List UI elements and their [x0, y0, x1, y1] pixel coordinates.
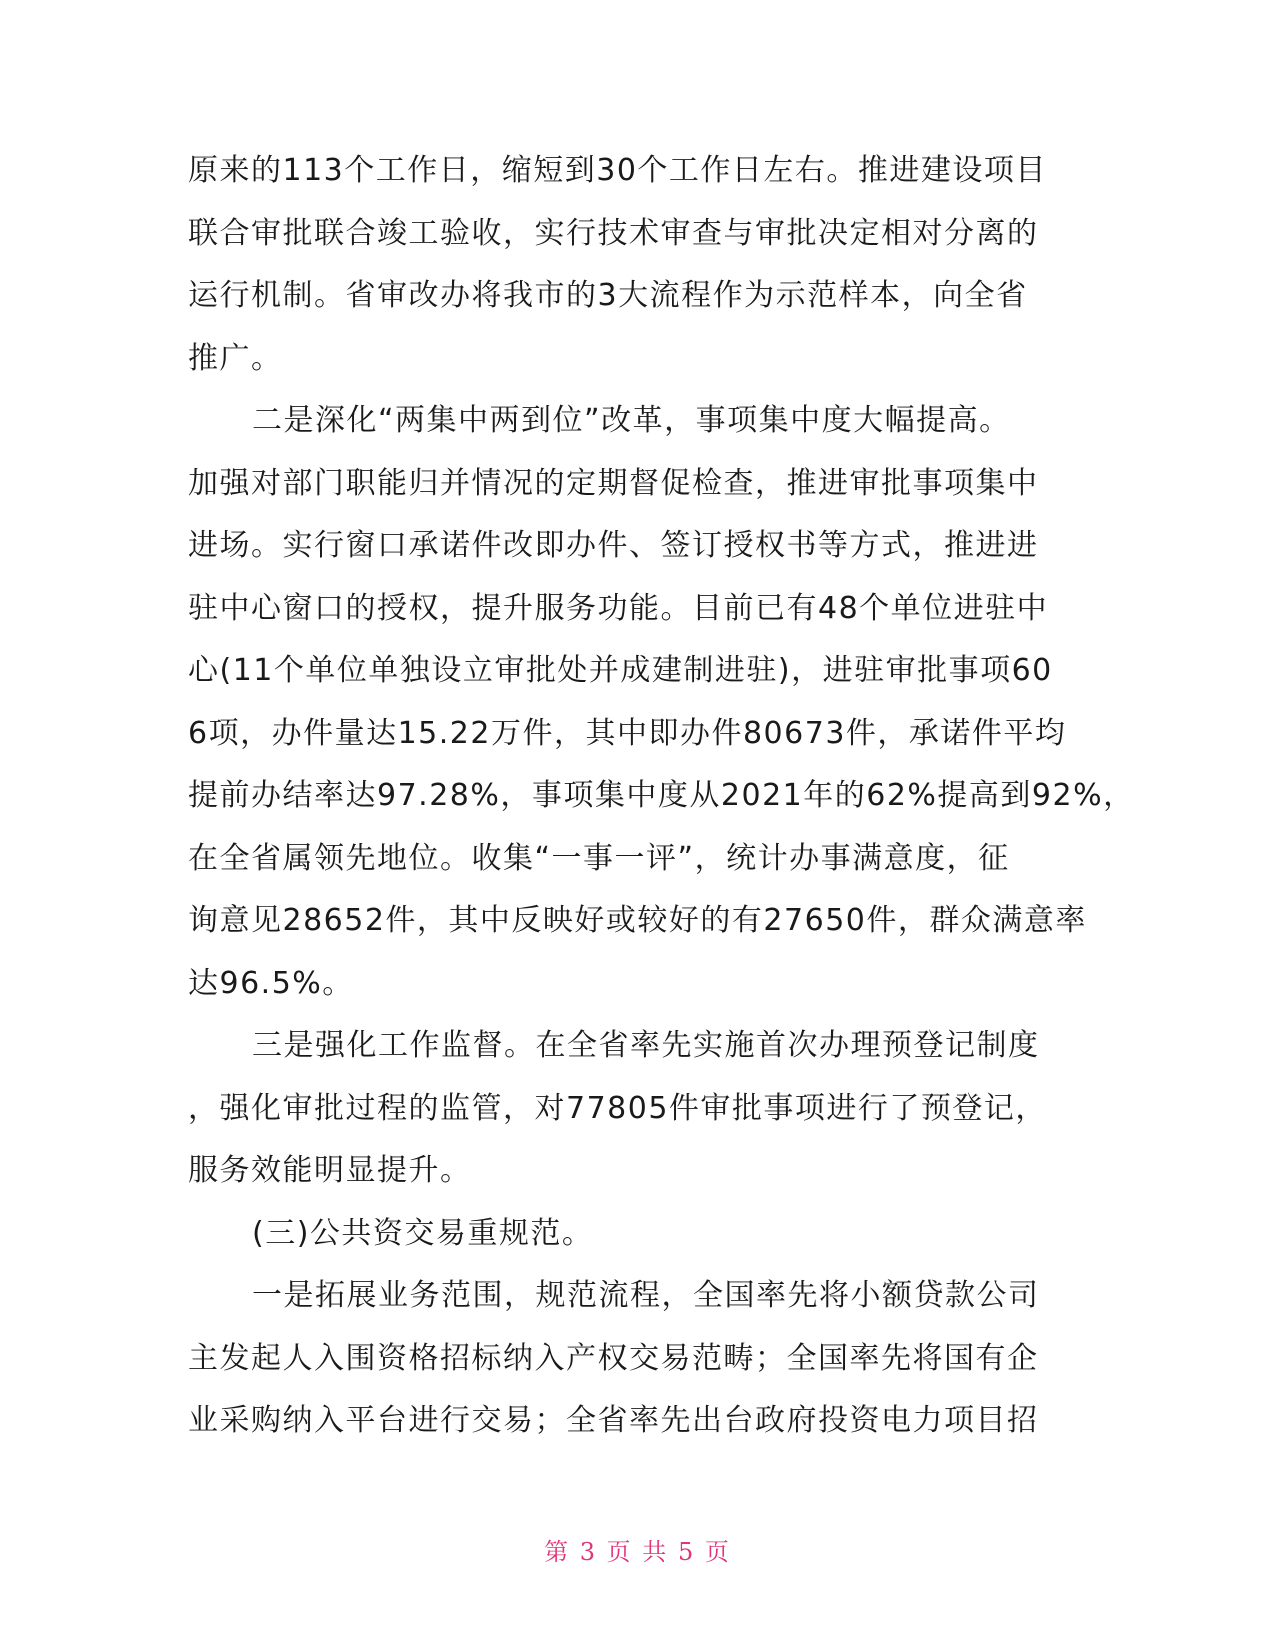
- text-line-6: 加强对部门职能归并情况的定期督促检查，推进审批事项集中: [188, 465, 1039, 501]
- text-line-2: 联合审批联合竣工验收，实行技术审查与审批决定相对分离的: [188, 215, 1039, 251]
- document-body: [188, 140, 1135, 1453]
- page-number-footer: 第 3 页 共 5 页: [544, 1538, 731, 1566]
- text-line-17: 服务效能明显提升。: [188, 1153, 472, 1188]
- text-line-18: (三)公共资交易重规范。: [252, 1215, 594, 1251]
- text-line-20: 主发起人入围资格招标纳入产权交易范畴；全国率先将国有企: [188, 1340, 1039, 1376]
- text-line-9: 心(11个单位单独设立审批处并成建制进驻)，进驻审批事项60: [188, 653, 1053, 688]
- text-line-19: 一是拓展业务范围，规范流程，全国率先将小额贷款公司: [252, 1278, 1040, 1313]
- text-line-16: ，强化审批过程的监管，对77805件审批事项进行了预登记，: [188, 1090, 1047, 1126]
- text-line-7: 进场。实行窗口承诺件改即办件、签订授权书等方式，推进进: [188, 528, 1039, 563]
- text-line-3: 运行机制。省审改办将我市的3大流程作为示范样本，向全省: [188, 278, 1028, 313]
- text-line-13: 询意见28652件，其中反映好或较好的有27650件，群众满意率: [188, 903, 1087, 938]
- text-line-8: 驻中心窗口的授权，提升服务功能。目前已有48个单位进驻中: [188, 590, 1049, 626]
- text-line-21: 业采购纳入平台进行交易；全省率先出台政府投资电力项目招: [188, 1403, 1039, 1438]
- text-line-11: 提前办结率达97.28%，事项集中度从2021年的62%提高到92%，: [188, 778, 1135, 813]
- text-line-1: 原来的113个工作日，缩短到30个工作日左右。推进建设项目: [188, 153, 1047, 188]
- text-line-12: 在全省属领先地位。收集“一事一评”，统计办事满意度，征: [188, 840, 1010, 876]
- text-line-4: 推广。: [188, 340, 283, 376]
- text-line-10: 6项，办件量达15.22万件，其中即办件80673件，承诺件平均: [188, 715, 1067, 751]
- text-line-14: 达96.5%。: [188, 965, 354, 1001]
- text-line-5: 二是深化“两集中两到位”改革，事项集中度大幅提高。: [252, 403, 1011, 438]
- text-line-15: 三是强化工作监督。在全省率先实施首次办理预登记制度: [252, 1028, 1040, 1063]
